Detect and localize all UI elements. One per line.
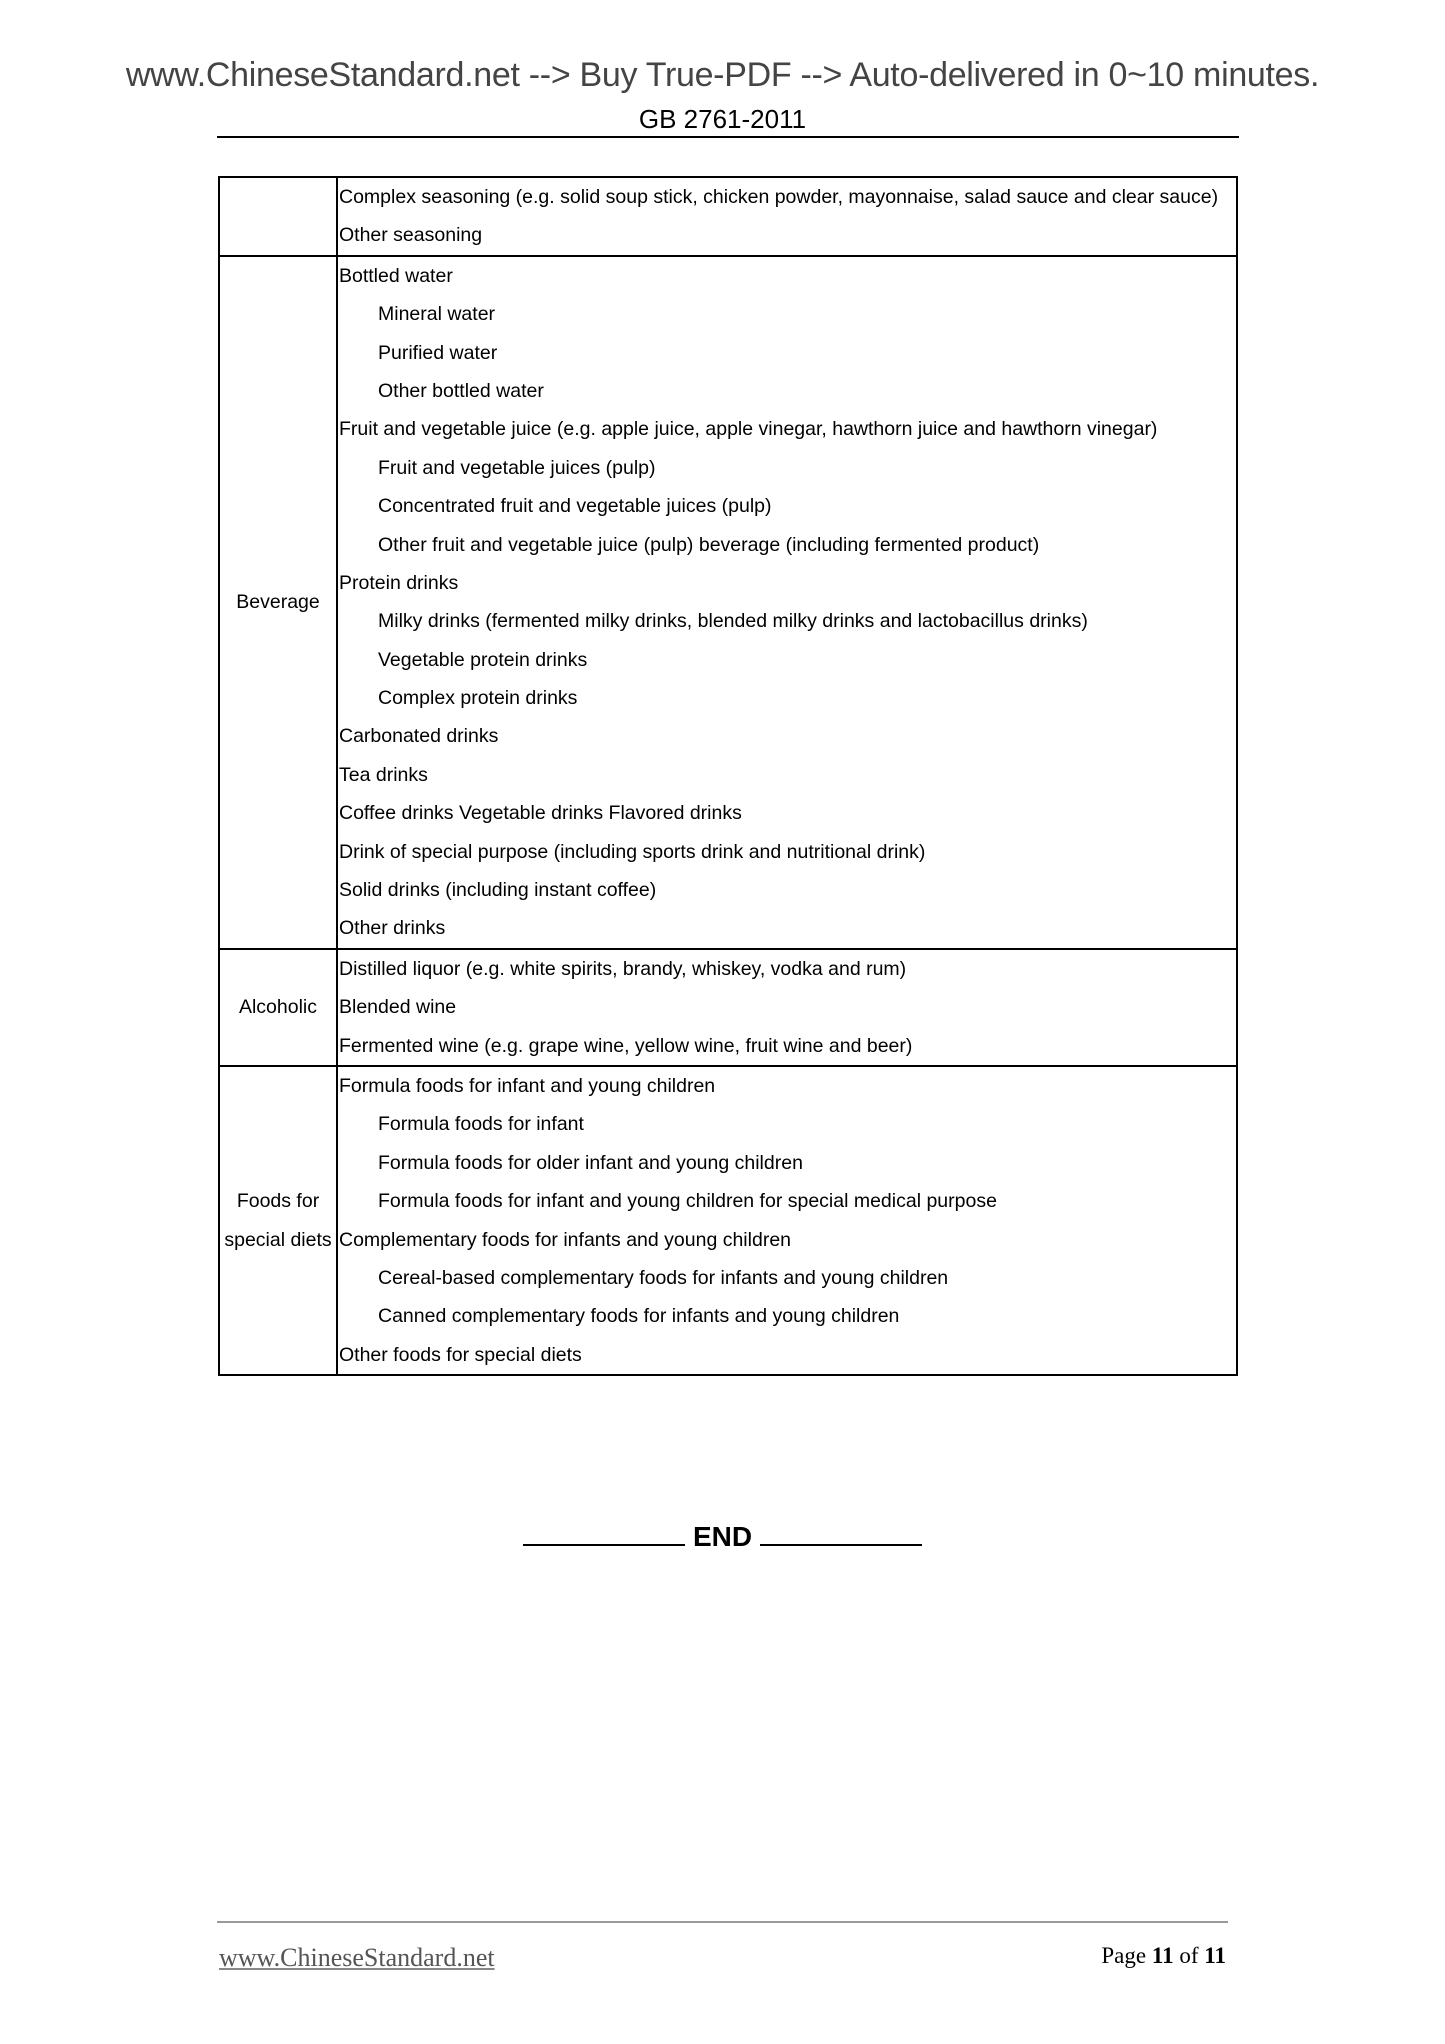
list-item: Solid drinks (including instant coffee) (339, 879, 657, 902)
list-item: Fruit and vegetable juice (e.g. apple juice, apple vinegar, hawthorn juice and hawthorn vinegar) (339, 418, 1158, 441)
list-item: Formula foods for infant and young children for special medical purpose (378, 1190, 997, 1213)
items-cell (337, 256, 1237, 949)
page-prefix: Page (1101, 1943, 1147, 1968)
table-group-row (219, 949, 1237, 1066)
header-divider (217, 136, 1239, 138)
list-item: Other seasoning (339, 224, 483, 247)
list-item: Formula foods for infant and young children (339, 1074, 716, 1097)
list-item: Mineral water (378, 303, 496, 326)
list-item: Bottled water (339, 264, 453, 287)
page-number (1101, 1943, 1226, 1969)
page-of: of (1179, 1943, 1199, 1968)
footer-website-link[interactable]: www.ChineseStandard.net (219, 1943, 495, 1972)
list-item: Other bottled water (378, 379, 544, 402)
table-group-row (219, 1066, 1237, 1375)
category-cell: Foods for special diets (219, 1066, 337, 1375)
end-marker (0, 1518, 1445, 1553)
list-item: Carbonated drinks (339, 725, 499, 748)
list-item: Other fruit and vegetable juice (pulp) beverage (including fermented product) (378, 533, 1040, 556)
end-line-left (523, 1518, 685, 1546)
list-item: Coffee drinks Vegetable drinks Flavored drinks (339, 802, 742, 825)
list-item: Formula foods for older infant and young children (378, 1151, 803, 1174)
page-current: 11 (1151, 1943, 1174, 1968)
standard-number: GB 2761-2011 (638, 104, 807, 134)
header-banner: www.ChineseStandard.net --> Buy True-PDF --> Auto-delivered in 0~10 minutes. (125, 56, 1320, 94)
category-cell (219, 177, 337, 256)
list-item: Fruit and vegetable juices (pulp) (378, 456, 656, 479)
list-item: Other drinks (339, 917, 446, 940)
list-item: Fermented wine (e.g. grape wine, yellow wine, fruit wine and beer) (339, 1034, 913, 1057)
list-item: Milky drinks (fermented milky drinks, blended milky drinks and lactobacillus drinks) (378, 610, 1088, 633)
table-group-row (219, 256, 1237, 949)
list-item: Purified water (378, 341, 498, 364)
end-line-right (760, 1518, 922, 1546)
list-item: Complex protein drinks (378, 687, 578, 710)
list-item: Canned complementary foods for infants and young children (378, 1305, 900, 1328)
page-total: 11 (1204, 1943, 1226, 1968)
food-category-table (218, 176, 1238, 1376)
items-cell (337, 1066, 1237, 1375)
list-item: Complex seasoning (e.g. solid soup stick, chicken powder, mayonnaise, salad sauce and clear sauce) (339, 186, 1219, 208)
table-group-row (219, 177, 1237, 256)
category-cell: Alcoholic (219, 949, 337, 1066)
list-item: Complementary foods for infants and young children (339, 1228, 792, 1251)
footer-divider (217, 1921, 1228, 1923)
category-cell: Beverage (219, 256, 337, 949)
list-item: Vegetable protein drinks (378, 648, 588, 671)
list-item: Distilled liquor (e.g. white spirits, brandy, whiskey, vodka and rum) (339, 957, 907, 980)
end-label: END (692, 1521, 753, 1552)
items-cell (337, 177, 1237, 256)
list-item: Drink of special purpose (including sports drink and nutritional drink) (339, 840, 926, 863)
items-cell (337, 949, 1237, 1066)
list-item: Tea drinks (339, 763, 428, 786)
list-item: Blended wine (339, 996, 457, 1019)
list-item: Concentrated fruit and vegetable juices (pulp) (378, 495, 772, 518)
list-item: Formula foods for infant (378, 1113, 584, 1136)
list-item: Other foods for special diets (339, 1343, 582, 1366)
list-item: Protein drinks (339, 571, 459, 594)
list-item: Cereal-based complementary foods for infants and young children (378, 1266, 949, 1289)
